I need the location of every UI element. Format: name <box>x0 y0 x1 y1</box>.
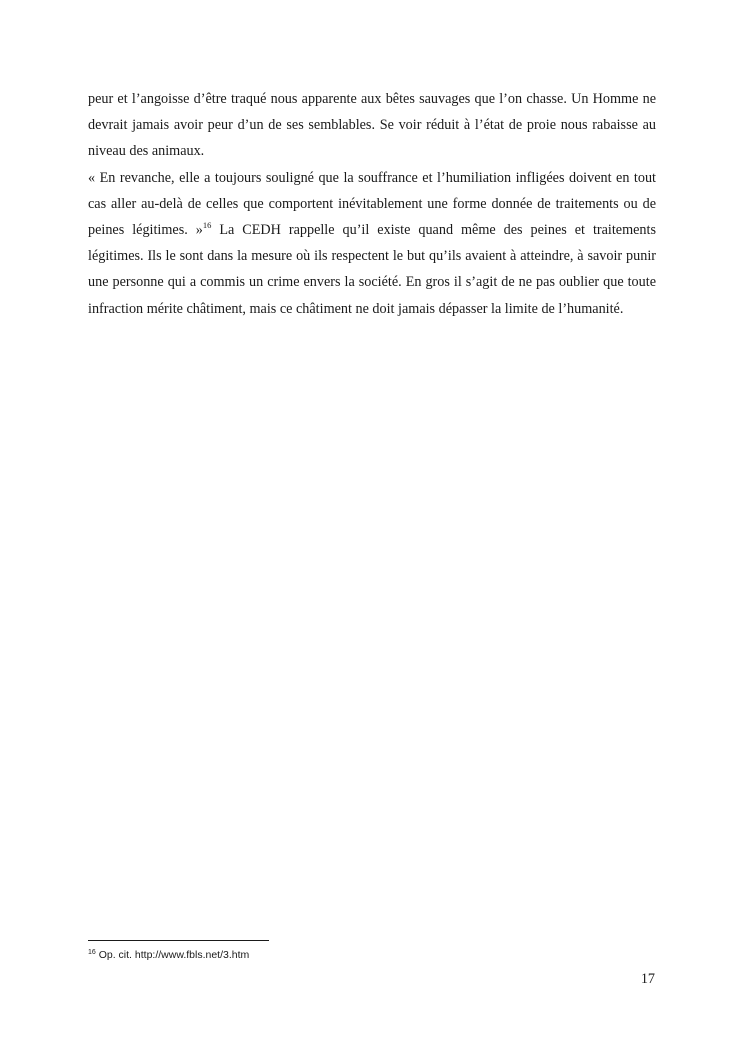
footnote-separator <box>88 940 269 941</box>
paragraph-1: peur et l’angoisse d’être traqué nous apparente aux bêtes sauvages que l’on chasse. Un Homme ne devrait jamais avoir peur d’un de ses semblables. Se voir réduit à l’état de proie nous rabaisse au niveau des animaux. <box>88 91 656 160</box>
body-text <box>88 86 656 322</box>
paragraph-2-continuation: La CEDH rappelle qu’il existe quand même des peines et traitements légitimes. Ils le sont dans la mesure où ils respectent le but qu’ils avaient à atteindre, à savoir punir une personne qui a commis un crime envers la société. En gros il s’agit de ne pas oublier que toute infraction mérite châtiment, mais ce châtiment ne doit jamais dépasser la limite de l’humanité. <box>88 222 656 317</box>
footnote-reference[interactable]: 16 <box>202 220 212 231</box>
footnote <box>88 948 249 962</box>
footnote-text: Op. cit. http://www.fbls.net/3.htm <box>95 949 250 961</box>
page-number: 17 <box>640 971 655 987</box>
paragraph-2 <box>88 165 656 322</box>
footnote-number: 16 <box>88 949 96 956</box>
quotation: « En revanche, elle a toujours souligné que la souffrance et l’humiliation infligées doivent en tout cas aller au-delà de celles que comportent inévitablement une forme donnée de traitements ou de peines légitimes. » <box>88 169 656 239</box>
